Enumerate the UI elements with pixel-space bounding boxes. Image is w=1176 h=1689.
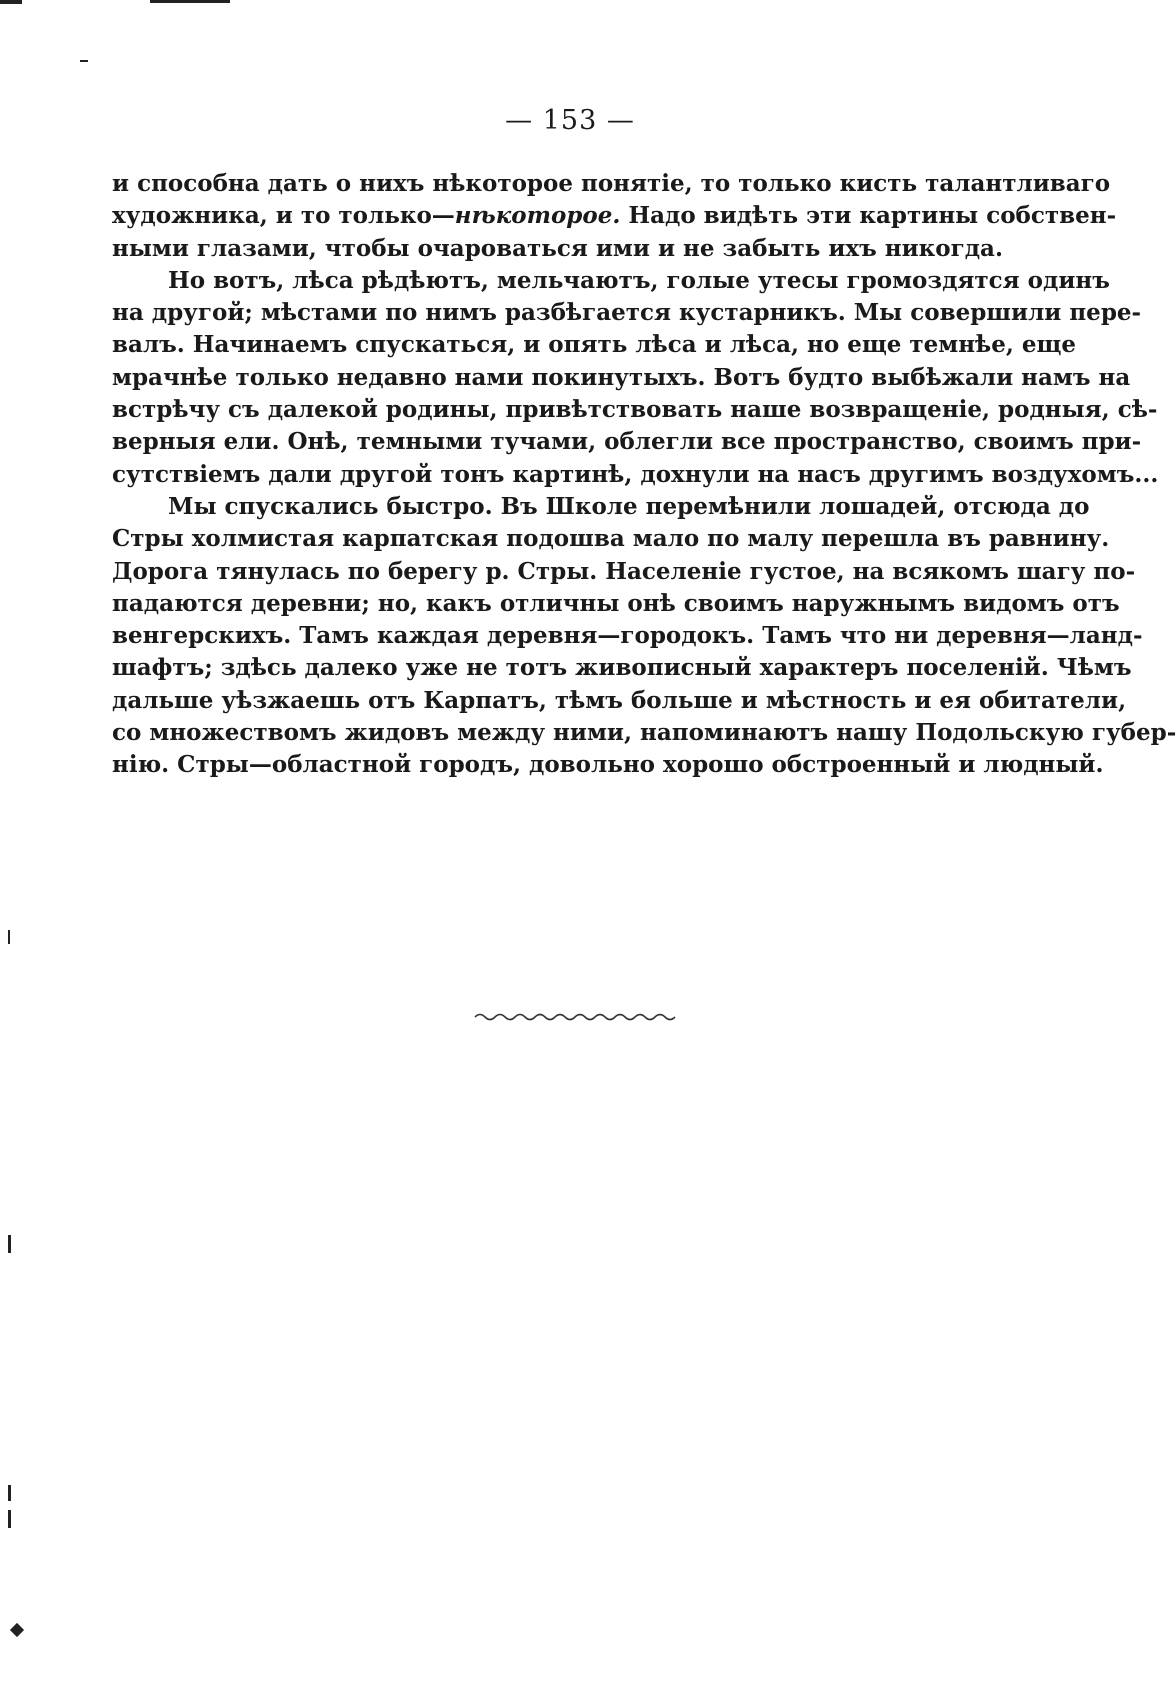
body-text [112,168,1176,782]
text-line: шафтъ; здѣсь далеко уже не тотъ живописный характеръ поселеній. Чѣмъ [112,654,1132,682]
scan-mark [0,0,22,4]
text-line: падаются деревни; но, какъ отличны онѣ своимъ наружнымъ видомъ отъ [112,589,1120,617]
text-line: мрачнѣе только недавно нами покинутыхъ. Вотъ будто выбѣжали намъ на [112,363,1131,391]
scan-mark [8,1485,11,1501]
text-line: встрѣчу съ далекой родины, привѣтствовать наше возвращеніе, родныя, сѣ- [112,396,1158,424]
page-number: — 153 — [505,105,635,136]
scan-mark [8,1235,11,1253]
text-line: и способна дать о нихъ нѣкоторое понятіе, то только кисть талантливаго [112,170,1111,197]
ornament-divider [475,1010,675,1024]
text-line: сутствіемъ дали другой тонъ картинѣ, дохнули на насъ другимъ воздухомъ... [112,460,1159,488]
text-line: со множествомъ жидовъ между ними, напоминаютъ нашу Подольскую губер- [112,719,1176,747]
text-line: дальше уѣзжаешь отъ Карпатъ, тѣмъ больше и мѣстность и ея обитатели, [112,686,1127,714]
text-line: ными глазами, чтобы очароваться ими и не забыть ихъ никогда. [112,234,1003,262]
scan-mark [150,0,230,3]
text-line-with-emphasis [112,200,1117,232]
text-fragment: Надо видѣть эти картины собствен- [620,202,1117,230]
text-line: на другой; мѣстами по нимъ разбѣгается кустарникъ. Мы совершили пере- [112,299,1142,327]
scan-mark [10,1623,24,1637]
emphasized-word: нѣкоторое. [454,202,621,230]
text-line: Дорога тянулась по берегу р. Стры. Населеніе густое, на всякомъ шагу по- [112,557,1136,585]
text-line: Но вотъ, лѣса рѣдѣютъ, мельчаютъ, голые утесы громоздятся одинъ [168,266,1110,294]
text-fragment: художника, и то только— [112,202,455,230]
scan-mark [80,60,88,62]
text-line: венгерскихъ. Тамъ каждая деревня—городокъ. Тамъ что ни деревня—ланд- [112,622,1143,650]
scan-mark [8,930,10,944]
text-line: валъ. Начинаемъ спускаться, и опять лѣса и лѣса, но еще темнѣе, еще [112,331,1077,359]
text-line: нію. Стры—областной городъ, довольно хорошо обстроенный и людный. [112,751,1104,779]
scan-mark [8,1510,11,1528]
text-line: Мы спускались быстро. Въ Школе перемѣнили лошадей, отсюда до [168,492,1090,520]
text-line: верныя ели. Онѣ, темными тучами, облегли все пространство, своимъ при- [112,428,1142,456]
text-line: Стры холмистая карпатская подошва мало по малу перешла въ равнину. [112,525,1110,553]
